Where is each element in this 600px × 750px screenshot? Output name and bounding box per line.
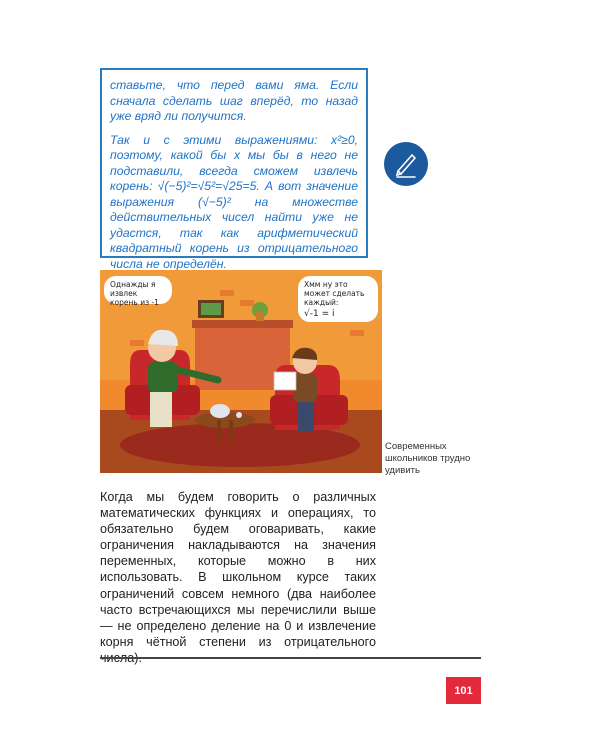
definition-box xyxy=(100,68,368,271)
cartoon-illustration xyxy=(100,270,382,473)
speech-bubble-right-text: Хмм ну это может сделать каждый: xyxy=(304,280,365,307)
box-paragraph-1: ставьте, что перед вами яма. Если сначала сделать шаг вперёд, то назад уже вряд ли получится. xyxy=(110,78,358,123)
body-paragraph: Когда мы будем говорить о различных математических функциях и операциях, то обязательно будем оговаривать, какие ограничения накладываются на значения переменных, которые можно в них использовать. В школьном курсе таких ограничений совсем немного (два наиболее часто встречающихся мы перечислили выше — не определено деление на 0 и извлечение корня чётной степени из отрицательного xyxy=(100,490,376,649)
illustration-caption: Современных школьников трудно удивить xyxy=(385,441,471,476)
page-number: 101 xyxy=(446,677,481,704)
box-paragraph-2: Так и с этими выражениями: x²≥0, поэтому, какой бы x мы бы в него не подставили, всегда сможем извлечь корень: √(−5)²=√5²=√25=5. А вот значение выражения (√−5)² на множестве действительных чисел найти уже не удастся, так как арифметический квадратный корень из отрицательного числа не определён. xyxy=(110,132,358,271)
footer-divider xyxy=(100,657,481,659)
speech-bubble-right xyxy=(298,276,378,322)
pencil-icon xyxy=(384,142,428,186)
speech-bubble-right-formula: √-1 = i xyxy=(304,309,335,319)
speech-bubble-left: Однажды я извлек корень из -1 xyxy=(104,276,172,304)
